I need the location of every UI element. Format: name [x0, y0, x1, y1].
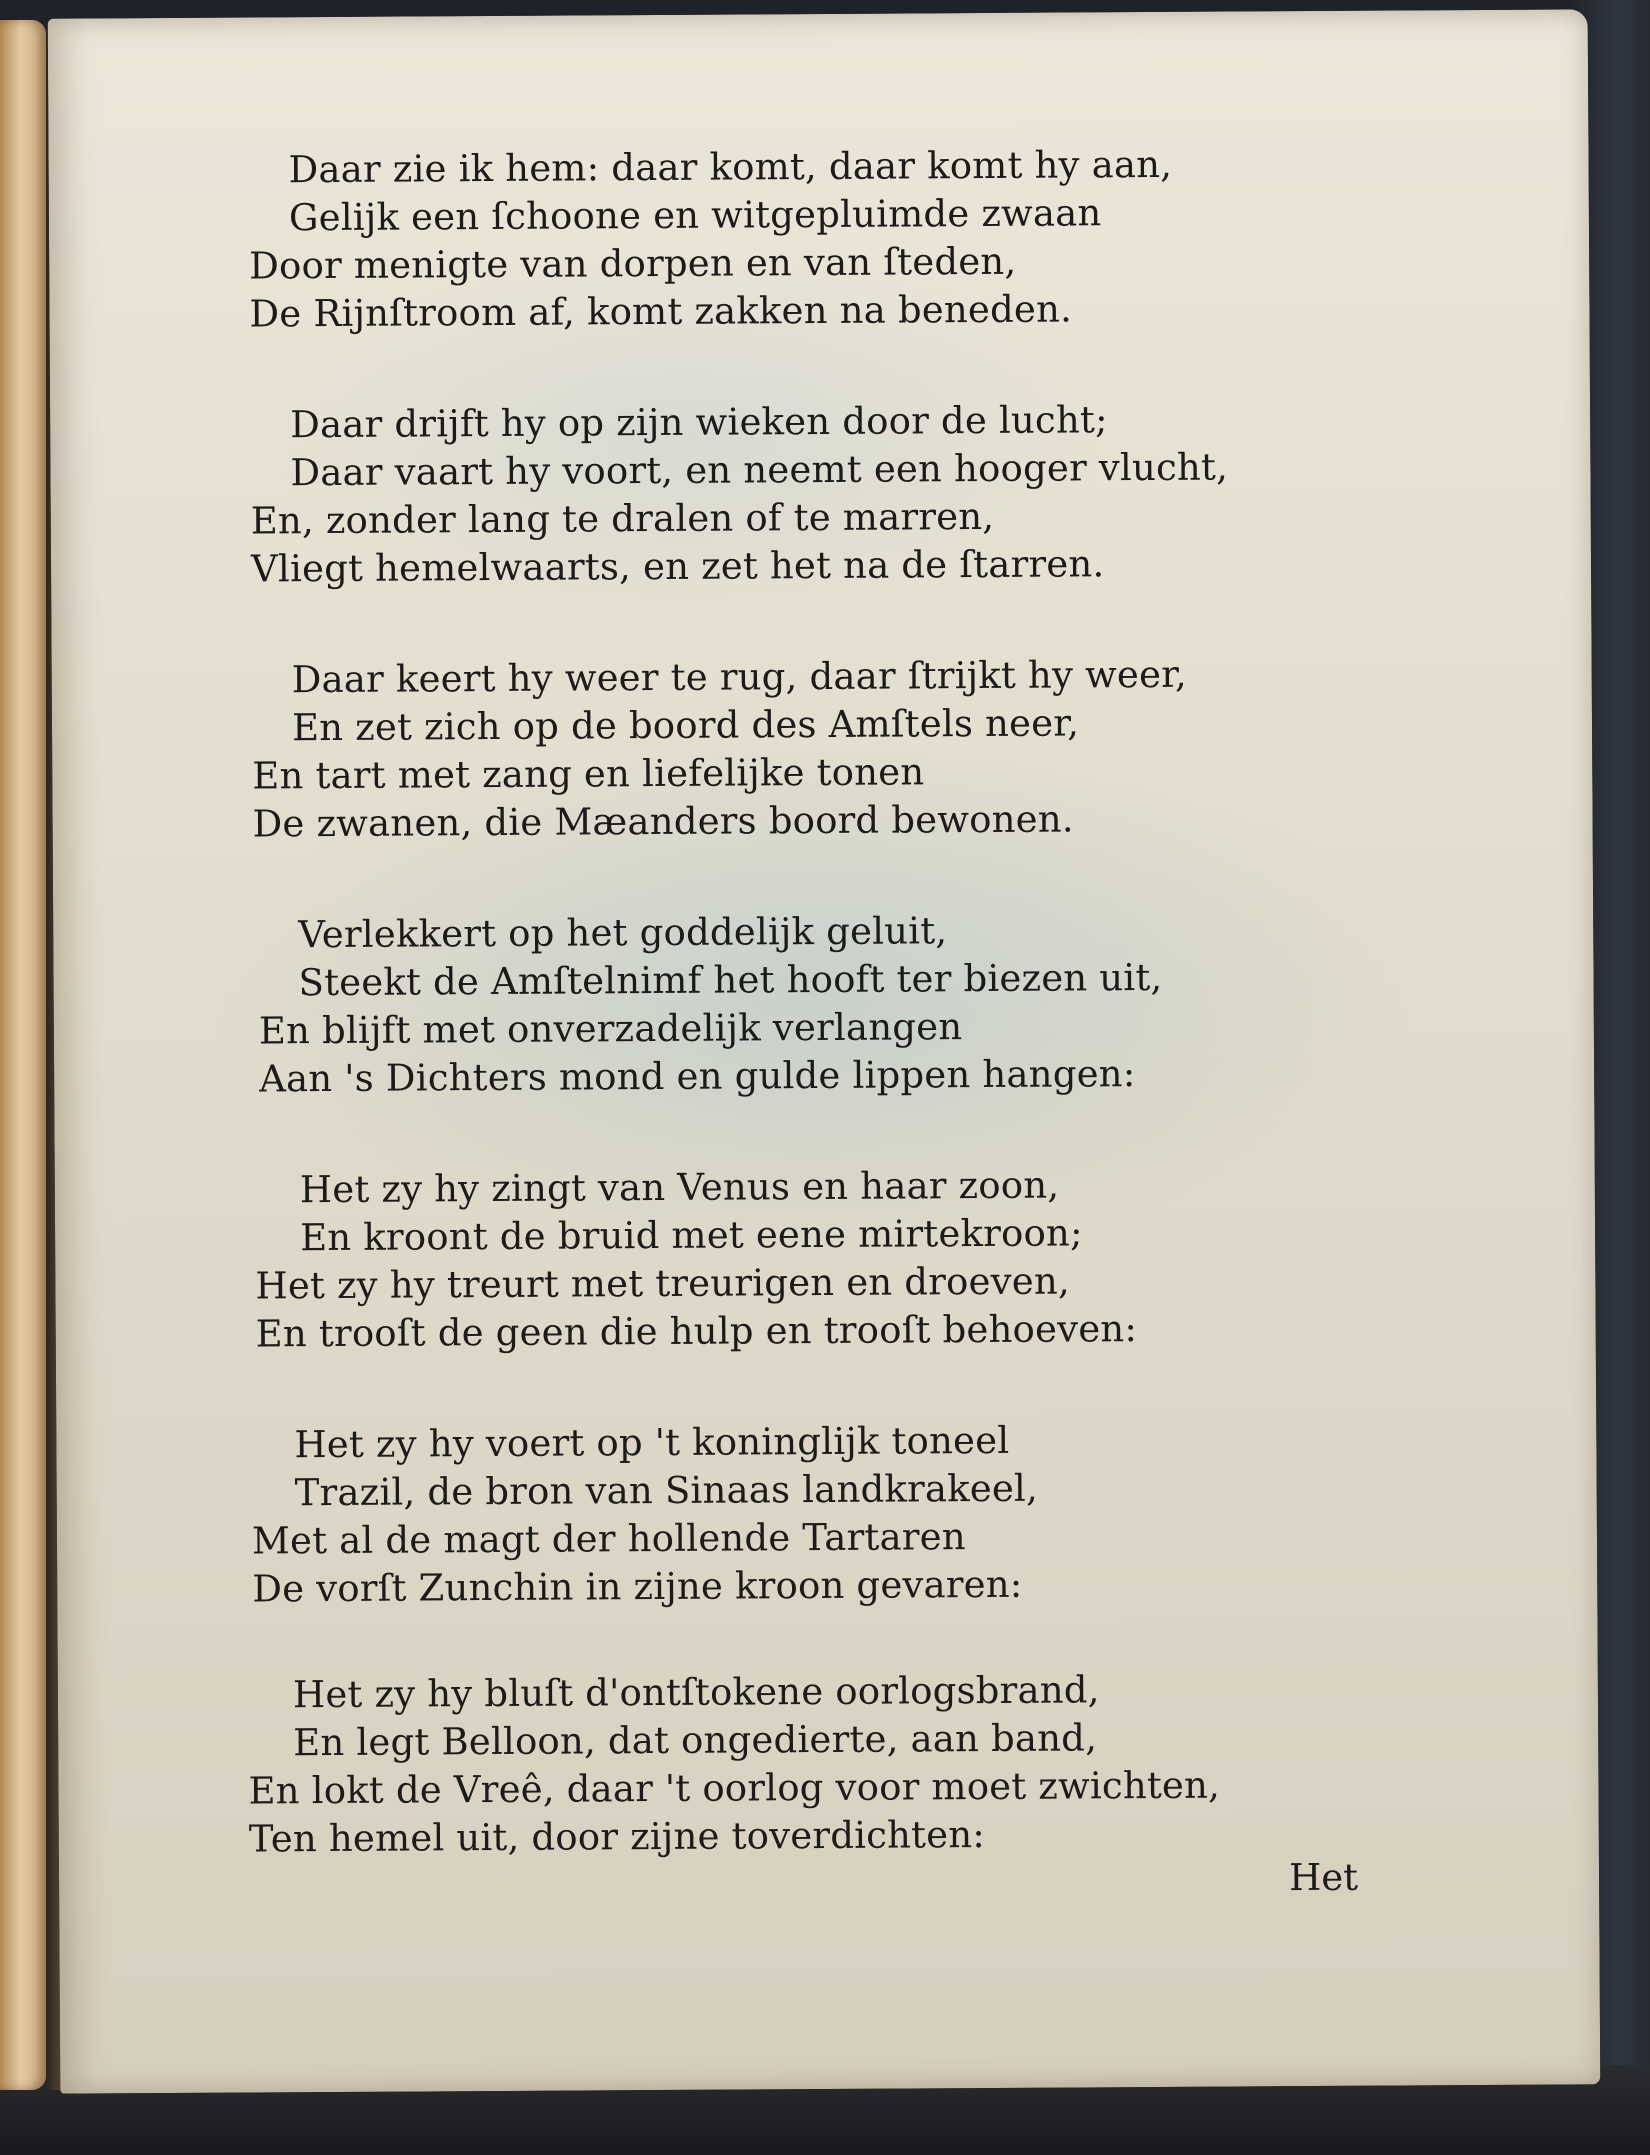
left-page-edge	[0, 20, 46, 2090]
poem-line: Trazil, de bron van Sinaas landkrakeel,	[294, 1466, 1039, 1515]
stanza-3	[52, 651, 1252, 846]
poem-line: En legt Belloon, dat ongedierte, aan band,	[293, 1716, 1098, 1765]
stanza-7	[58, 1666, 1258, 1861]
stanza-2	[50, 396, 1250, 591]
stanza-5	[55, 1161, 1255, 1356]
show-through-text	[1209, 160, 1511, 505]
poem-line: Verlekkert op het goddelijk geluit,	[298, 909, 948, 957]
poem-line: Ten hemel uit, door zijne toverdichten:	[248, 1813, 986, 1861]
poem-line: En zet zich op de boord des Amſtels neer,	[291, 701, 1080, 750]
poem-line: Het zy hy treurt met treurigen en droeven,	[255, 1259, 1070, 1308]
poem-line: Door menigte van dorpen en van ſteden,	[249, 239, 1017, 288]
poem-line: En lokt de Vreê, daar 't oorlog voor moet zwichten,	[248, 1763, 1221, 1813]
poem-line: Gelijk een ſchoone en witgepluimde zwaan	[288, 191, 1102, 240]
poem-line: Het zy hy zingt van Venus en haar zoon,	[299, 1163, 1060, 1212]
poem-line: En trooſt de geen die hulp en trooſt behoeven:	[255, 1307, 1138, 1356]
poem-line: Vliegt hemelwaarts, en zet het na de ſtarren.	[250, 542, 1105, 591]
poem-line: De Rijnſtroom af, komt zakken na beneden.	[249, 287, 1073, 336]
poem-line: Daar drijft hy op zijn wieken door de lucht;	[290, 398, 1108, 447]
poem-line: Daar zie ik hem: daar komt, daar komt hy aan,	[288, 142, 1173, 192]
poem-line: Daar vaart hy voort, en neemt een hooger vlucht,	[290, 445, 1229, 495]
catchword: Het	[1288, 1855, 1359, 1900]
poem-line: Met al de magt der hollende Tartaren	[251, 1515, 966, 1563]
poem-line: Steekt de Amſtelnimf het hooft ter biezen uit,	[298, 955, 1163, 1005]
poem-line: Daar keert hy weer te rug, daar ſtrijkt hy weer,	[291, 652, 1188, 702]
poem-line: En blijft met onverzadelijk verlangen	[258, 1005, 963, 1053]
poem-line: Het zy hy bluſt d'ontſtokene oorlogsbrand,	[292, 1668, 1100, 1717]
poem-line: En kroont de bruid met eene mirtekroon;	[299, 1211, 1083, 1260]
poem-line: De vorſt Zunchin in zijne kroon gevaren:	[252, 1562, 1023, 1611]
poem-line: Het zy hy voert op 't koninglijk toneel	[294, 1418, 1010, 1467]
poem-line: En, zonder lang te dralen of te marren,	[250, 494, 995, 543]
book-page	[48, 9, 1601, 2093]
stanza-4	[53, 906, 1253, 1101]
stanza-6	[56, 1416, 1256, 1611]
poem-line: De zwanen, die Mæanders boord bewonen.	[252, 797, 1074, 846]
stanza-1	[48, 141, 1248, 336]
poem-line: Aan 's Dichters mond en gulde lippen hangen:	[259, 1052, 1136, 1101]
poem-line: En tart met zang en liefelijke tonen	[252, 750, 925, 798]
